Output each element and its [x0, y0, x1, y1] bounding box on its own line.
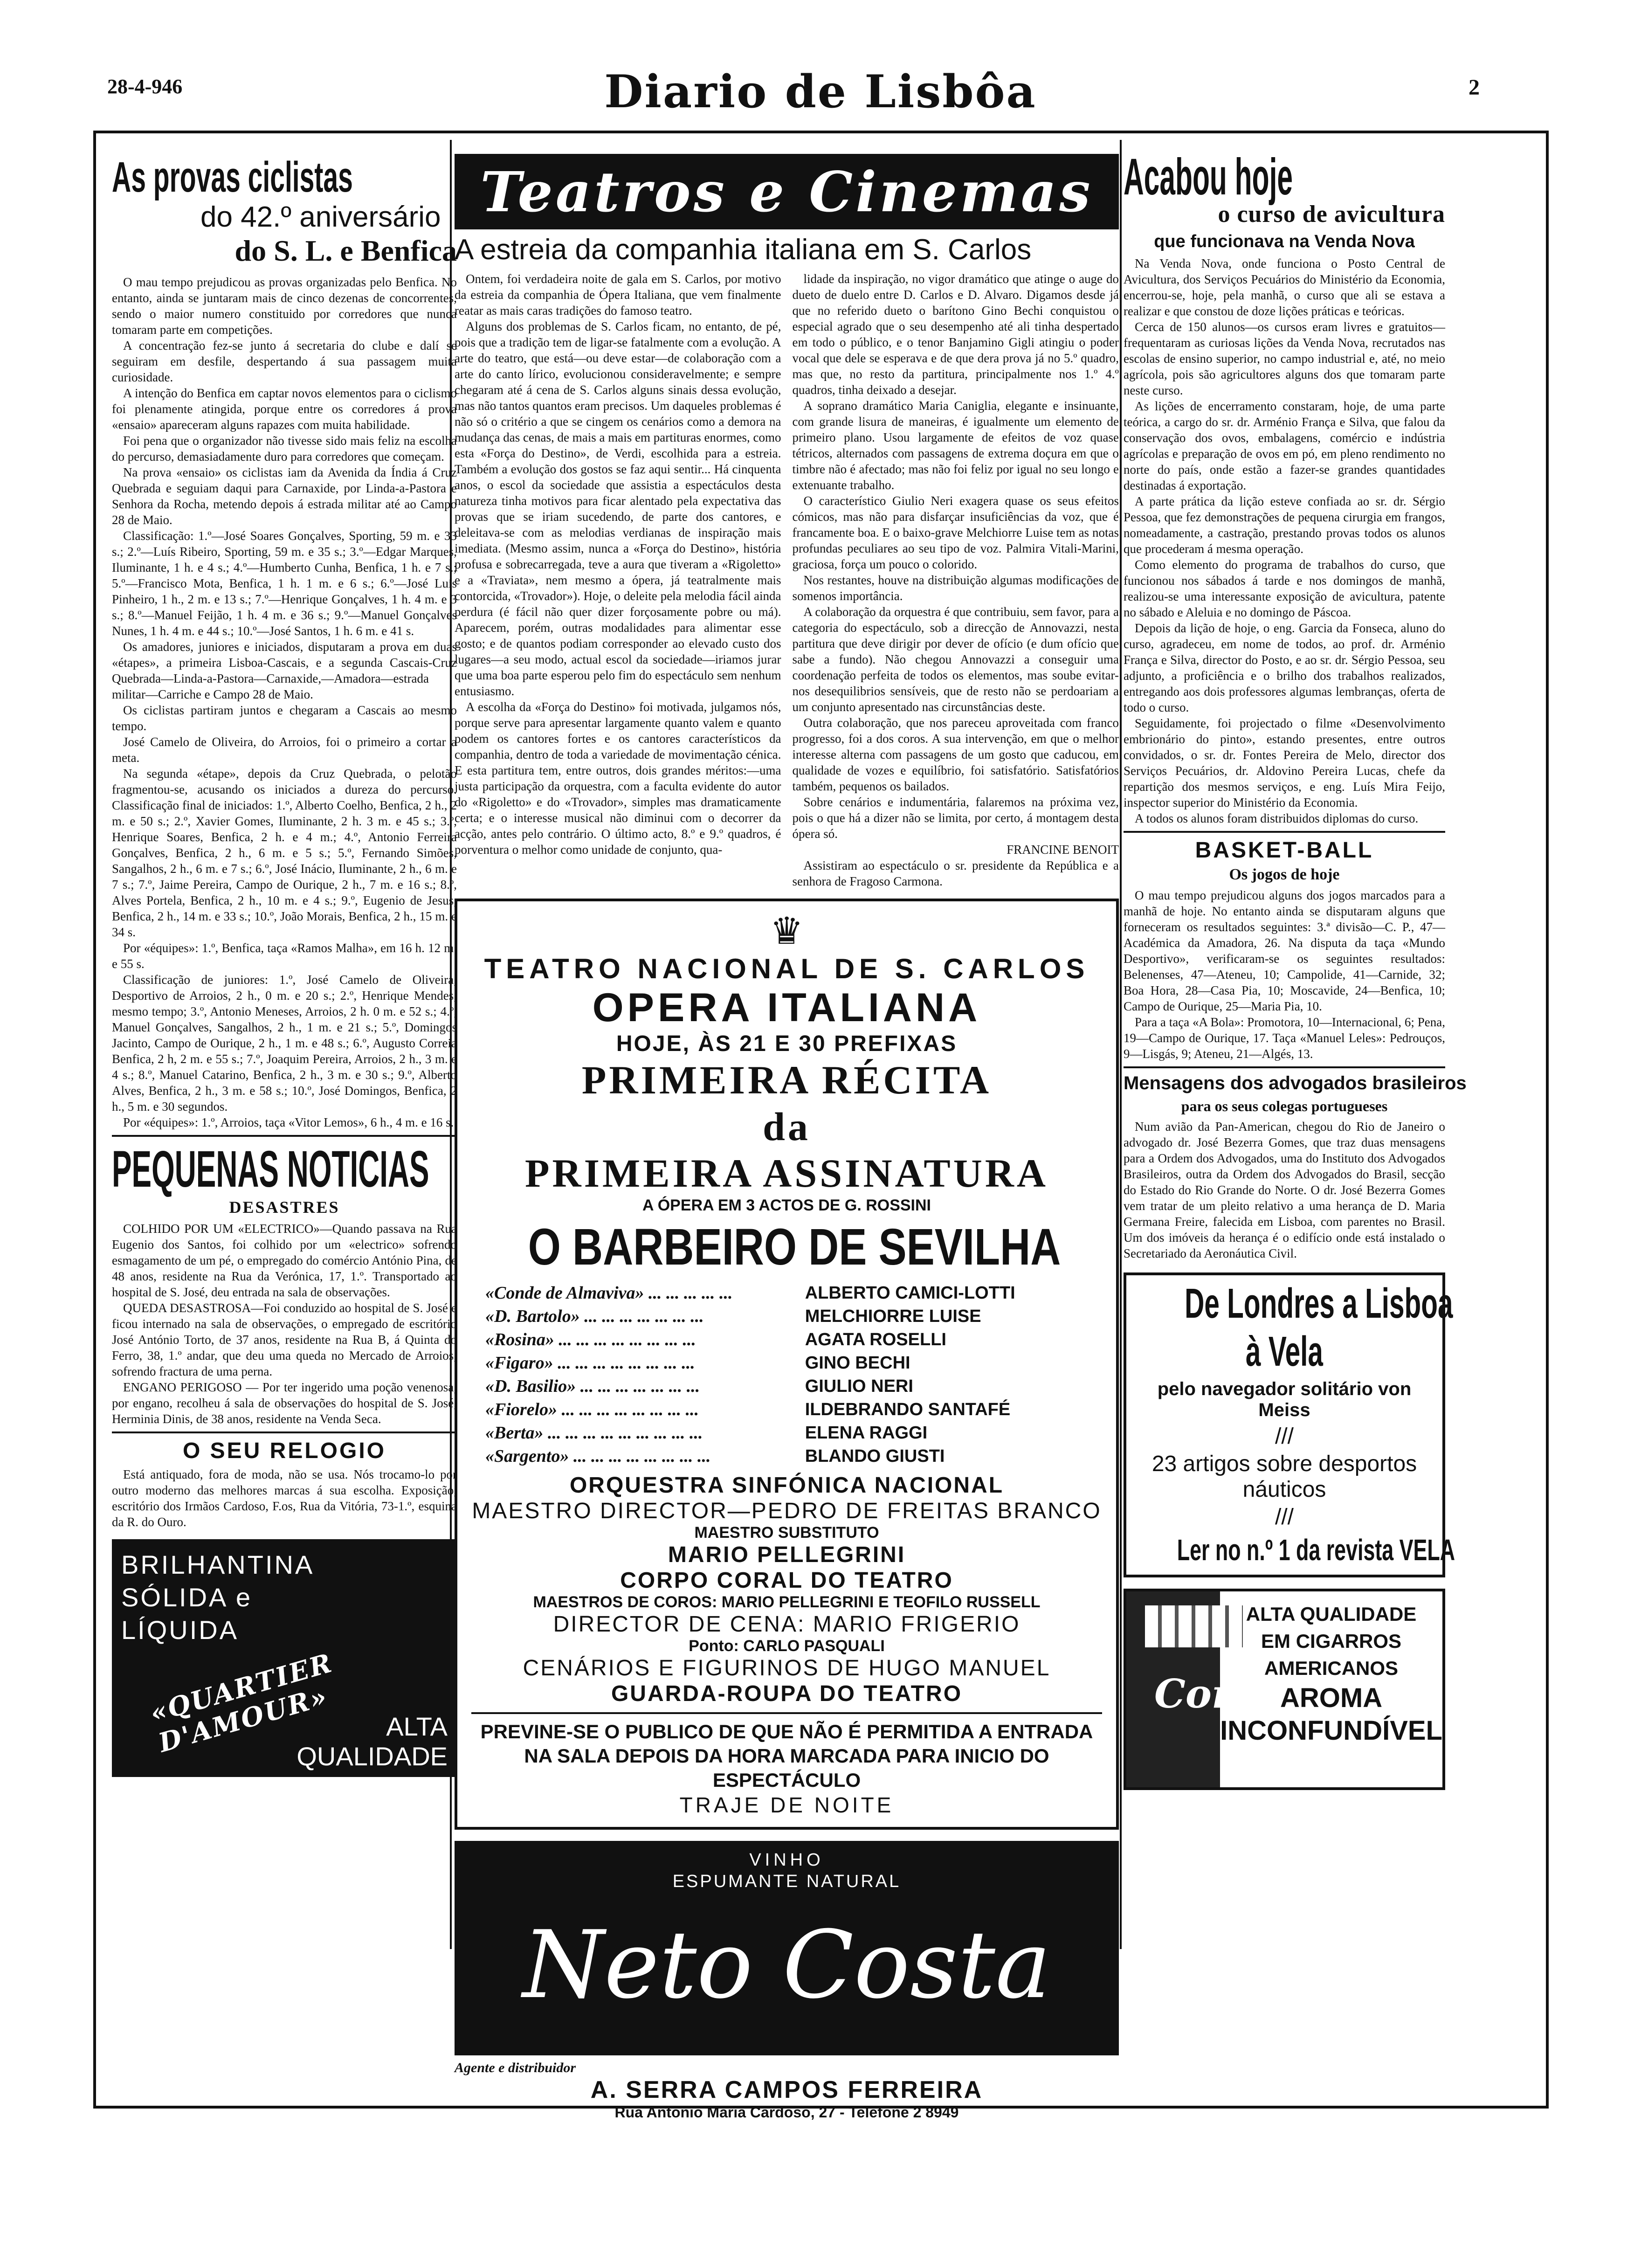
middle-column	[455, 154, 1119, 2121]
article-paragraph: O característico Giulio Neri exagera quase os seus efeitos cómicos, mas não para disfarçar insuficiências da voz, que é francamente boa. E o baixo-grave Melchiorre Luise tem as notas profundas peculiares ao seu tipo de voz. Palmira Vitali-Marini, graciosa, força um pouco o colorido.	[792, 494, 1119, 571]
cort-line: EM CIGARROS	[1261, 1630, 1402, 1652]
teatros-cinemas-banner: Teatros e Cinemas	[455, 154, 1119, 229]
cast-actor: ELENA RAGGI	[805, 1423, 928, 1443]
divider	[112, 1135, 457, 1137]
relogio-headline: O SEU RELOGIO	[182, 1438, 386, 1463]
article-paragraph: Ontem, foi verdadeira noite de gala em S. Carlos, por motivo da estreia da companhia de Ópera Italiana, que vem finalmente reatar as mais caras tradições do famoso teatro.	[455, 272, 781, 318]
article-paragraph: Classificação: 1.º—José Soares Gonçalves, Sporting, 59 m. e 33 s.; 2.º—Luís Ribeiro, Sporting, 59 m. e 35 s.; 3.º—Edgar Marques, Iluminante, 1 h. e 4 s.; 4.º—Humberto Cunha, Benfica, 1 h. e 7 s.; 5.º—Francisco Mota, Benfica, 1 h. 1 m. e 6 s.; 6.º—José Luís Pinheiro, 1 h., 2 m. e 13 s.; 7.º—Henrique Gonçalves, 1 h. 4 m. e 3 s.; 8.º—Manuel Feijão, 1 h. 4 m. e 36 s.; 9.º—Manuel Gonçalves Nunes, 1 h. 4 m. e 44 s.; 10.º—José Santos, 1 h. 6 m. e 41 s.	[112, 529, 457, 638]
brilhantina-quality	[296, 1712, 448, 1771]
cast-role: «Conde de Almaviva» ... ... ... ... ...	[485, 1283, 733, 1303]
cast-role: «D. Basilio» ... ... ... ... ... ... ...	[485, 1376, 700, 1396]
brilhantina-line: BRILHANTINA	[121, 1550, 315, 1579]
sao-carlos-opera-ad	[455, 899, 1119, 1830]
masthead	[0, 65, 1641, 135]
divider	[1124, 831, 1445, 833]
notice: PREVINE-SE O PUBLICO DE QUE NÃO É PERMITIDA A ENTRADA NA SALA DEPOIS DA HORA MARCADA PARA INICIO DO ESPECTÁCULO	[480, 1721, 1093, 1791]
article-paragraph: A soprano dramático Maria Caniglia, elegante e insinuante, com grande lisura de maneiras, é igualmente um elemento de primeiro plano. Usou largamente de efeitos de voz quase tétricos, alternados com passagens de extrema doçura em que o timbre não é afectado; mas não foi feliz por igual no seu longo e extenuante trabalho.	[792, 399, 1119, 492]
director-cena: DIRECTOR DE CENA: MARIO FRIGERIO	[553, 1612, 1020, 1637]
divider	[1124, 1066, 1445, 1068]
cast-row	[485, 1328, 1088, 1351]
cast-actor: AGATA ROSELLI	[805, 1330, 946, 1349]
article-paragraph: Assistiram ao espectáculo o sr. presidente da República e a senhora de Fragoso Carmona.	[792, 858, 1119, 888]
article-paragraph: A todos os alunos foram distribuidos diplomas do curso.	[1135, 811, 1419, 825]
cast-actor: ALBERTO CAMICI-LOTTI	[805, 1283, 1015, 1303]
article-paragraph: Na Venda Nova, onde funciona o Posto Central de Avicultura, dos Serviços Pecuários do Ministério da Economia, encerrou-se, hoje, pela manhã, o curso que ali se estava a realizar e que constou de doze lições práticas e teóricas.	[1124, 256, 1445, 318]
neto-costa-logo: Neto Costa	[522, 1911, 1051, 2019]
relogio-text: Está antiquado, fora de moda, não se usa. Nós trocamo-lo por outro moderno das melhores marcas á sua escolha. Exposição, escritório dos Irmãos Cardoso, F.os, Rua da Vitória, 73-1.º, esquina da R. do Ouro.	[112, 1467, 457, 1529]
orchestra: ORQUESTRA SINFÓNICA NACIONAL	[569, 1473, 1004, 1498]
neto-costa-footer	[455, 2060, 1119, 2121]
opera-title: O BARBEIRO DE SEVILHA	[528, 1218, 1061, 1276]
basket-results: O mau tempo prejudicou alguns dos jogos marcados para a manhã de hoje. No entanto ainda se disputaram alguns que forneceram os resultados seguintes: 3.ª divisão—C. P., 47—Académica da Amadora, 26. Na disputa da taça «Mundo Desportivo», verificaram-se os seguintes resultados: Belenenses, 47—Ateneu, 10; Campolide, 41—Carnide, 32; Boa Hora, 28—Casa Pia, 10; Moscavide, 24—Benfica, 10; Campo de Ourique, 25—Maria Pia, 10.	[1124, 888, 1445, 1013]
article-column-b	[793, 271, 1119, 889]
cast-actor: GINO BECHI	[805, 1353, 910, 1373]
article-author: FRANCINE BENOIT	[1007, 843, 1119, 857]
cenarios: CENÁRIOS E FIGURINOS DE HUGO MANUEL	[523, 1656, 1051, 1680]
cyclists-subheadline-2: do S. L. e Benfica	[234, 234, 457, 267]
article-paragraph: Por «équipes»: 1.º, Benfica, taça «Ramos Malha», em 16 h. 12 m. e 55 s.	[112, 941, 457, 971]
brilhantina-line: SÓLIDA e	[121, 1583, 253, 1612]
cort-line: ALTA QUALIDADE	[1246, 1603, 1417, 1625]
theatre-name: TEATRO NACIONAL DE S. CARLOS	[484, 953, 1089, 984]
coros: MAESTROS DE COROS: MARIO PELLEGRINI E TEOFILO RUSSELL	[533, 1593, 1041, 1611]
pequenas-noticias-headline: PEQUENAS NOTICIAS	[112, 1141, 429, 1198]
brilhantina-lines	[121, 1549, 314, 1646]
desastres-heading: DESASTRES	[229, 1198, 340, 1217]
cast-role: «Berta» ... ... ... ... ... ... ... ... ...	[485, 1423, 703, 1443]
article-paragraph: Outra colaboração, que nos pareceu aproveitada com franco progresso, foi a dos coros. A sua intervenção, em que o melhor interesse alterna com passagens de um gosto que caducou, em qualidade de vozes e equilíbrio, foi satisfatório. Satisfatórios também, pequenos os bailados.	[792, 716, 1119, 793]
advogados-subheadline: para os seus colegas portugueses	[1181, 1098, 1388, 1114]
cast-row	[485, 1398, 1088, 1421]
cast-row	[485, 1375, 1088, 1398]
opera-description: A ÓPERA EM 3 ACTOS DE G. ROSSINI	[642, 1196, 931, 1214]
brilhantina-brand: «QUARTIER D'AMOUR»	[146, 1647, 337, 1759]
article-paragraph: Depois da lição de hoje, o eng. Garcia da Fonseca, aluno do curso, agradeceu, em nome de todos, ao prof. dr. Arménio França e Silva, director do Posto, e ao sr. dr. Sérgio Pessoa, seu adjunto, a proficiência e o brilho dos trabalhos realizados, entregando aos dois professores algumas lembranças, oferta de todo o curso.	[1124, 621, 1445, 714]
neto-costa-ad	[455, 1841, 1119, 2055]
article-paragraph: A concentração fez-se junto á secretaria do clube e dalí se seguiram em desfile, despertando á sua passagem muita curiosidade.	[112, 339, 457, 384]
articles-line: 23 artigos sobre desportos náuticos	[1151, 1452, 1417, 1502]
agente-label: Agente e distribuidor	[455, 2060, 576, 2075]
londres-title: De Londres a Lisboa	[1185, 1280, 1453, 1327]
vela-title: à Vela	[1246, 1328, 1323, 1375]
cort-cigarettes-ad	[1124, 1589, 1445, 1790]
news-item: COLHIDO POR UM «ELECTRICO»—Quando passava na Rua Eugenio dos Santos, foi colhido por um «electrico» sofrendo esmagamento de um pé, o empregado do comércio António Pina, de 48 anos, residente na Rua da Verónica, 17, 1.º. Transportado ao hospital de S. José, deu entrada na sala de observações.	[112, 1222, 457, 1299]
cast-row	[485, 1305, 1088, 1328]
issue-date: 28-4-946	[107, 75, 183, 98]
article-paragraph: Cerca de 150 alunos—os cursos eram livres e gratuitos—frequentaram as curiosas lições da Venda Nova, recrutados nas escolas de ensino superior, no campo industrial e, até, no meio agrícola, pois são agricultores alguns dos que tomaram parte neste curso.	[1124, 320, 1445, 397]
coral: CORPO CORAL DO TEATRO	[620, 1568, 953, 1593]
article-paragraph: A intenção do Benfica em captar novos elementos para o ciclismo foi plenamente atingida, porque entre os corredores á prova «ensaio» apareceram alguns rapazes com muita habilidade.	[112, 386, 457, 432]
cast-row	[485, 1445, 1088, 1468]
basket-subheadline: Os jogos de hoje	[1229, 866, 1340, 883]
page-number: 2	[1469, 75, 1480, 100]
article-paragraph: Classificação de juniores: 1.º, José Camelo de Oliveira, Desportivo de Arroios, 2 h., 0 m. e 20 s.; 2.º, Henrique Mendes, mesmo tempo; 3.º, Antonio Meneses, Arroios, 2 h. 0 m. e 52 s.; 4.º, Manuel Gonçalves, Sangalhos, 2 h., 1 m. e 21 s.; 5.º, Domingos Jacinto, Campo de Ourique, 2 h., 1 m. e 48 s.; 6.º, Augusto Correia Benfica, 2 h, 2 m. e 55 s.; 7.º, Joaquim Pereira, Arroios, 2 h., 3 m. e 4 s.; 8.º, Manuel Catarino, Benfica, 2 h., 3 m. e 30 s.; 9.º, Alberto Alves, Benfica, 2 h., 3 m. e 58 s.; 10.º, José Domingos, Benfica, 2 h., 5 m. e 30 segundos.	[112, 973, 457, 1113]
cort-brand: Cort	[1154, 1671, 1250, 1717]
article-paragraph: Foi pena que o organizador não tivesse sido mais feliz na escolha do percurso, demasiadamente duro para corredores que começam.	[112, 434, 457, 463]
article-paragraph: Na prova «ensaio» os ciclistas iam da Avenida da Índia á Cruz Quebrada e seguiam daqui para Carnaxide, por Linda-a-Pastora e Senhora da Rocha, metendo depois á estrada militar até ao Campo 28 de Maio.	[112, 465, 457, 527]
crest-icon: ♛	[770, 911, 804, 952]
cort-line: AROMA	[1280, 1683, 1383, 1713]
avicultura-headline: Acabou hoje	[1124, 148, 1293, 206]
cast-actor: BLANDO GIUSTI	[805, 1446, 945, 1466]
news-item: QUEDA DESASTROSA—Foi conduzido ao hospital de S. José e ficou internado na sala de observações, o empregado de escritório José António Torto, de 37 anos, residente na Rua B, á Quinta do Ferro, 38, 1.º andar, que deu uma queda no Mercado de Arroios, sofrendo fractura de uma perna.	[112, 1301, 457, 1378]
cigarettes-icon	[1145, 1605, 1243, 1647]
brilhantina-ad	[112, 1539, 457, 1777]
guarda-roupa: GUARDA-ROUPA DO TEATRO	[611, 1681, 963, 1706]
article-paragraph: A escolha da «Força do Destino» foi motivada, julgamos nós, porque serve para apresentar largamente quanto valem e quanto podem os cantores fortes e os cantores característicos da companhia, dentro de toda a variedade de movimentação cénica. E esta partitura tem, entre outros, dois grandes méritos:—uma justa participação da orquestra, com a faculta evidente do autor do «Rigoletto» e do «Trovador», simples mas dramaticamente certa; e o interesse musical não diminui com o decorrer da acção, antes pelo contrário. O último acto, 8.º e 9.º quadros, é porventura o melhor como unidade de conjunto, qua-	[455, 700, 781, 857]
substituto-label: MAESTRO SUBSTITUTO	[694, 1524, 879, 1542]
substituto-name: MARIO PELLEGRINI	[668, 1542, 906, 1567]
espumante-label: ESPUMANTE NATURAL	[672, 1872, 901, 1891]
distributor-name: A. SERRA CAMPOS FERREIRA	[590, 2076, 983, 2103]
cast-actor: ILDEBRANDO SANTAFÉ	[805, 1400, 1011, 1419]
brilhantina-line: LÍQUIDA	[121, 1615, 239, 1645]
divider	[112, 1431, 457, 1433]
article-column-a	[455, 271, 781, 889]
article-paragraph: Por «équipes»: 1.º, Arroios, taça «Vitor Lemos», 6 h., 4 m. e 16 s.	[123, 1115, 454, 1129]
article-paragraph: As lições de encerramento constaram, hoje, de uma parte teórica, a cargo do sr. dr. Arménio França e Silva, que falou da conservação dos ovos, embalagens, comércio e indústria agrícolas e preparação de ovos em pó, em pleno rendimento no norte do país, onde estão a fazer-se grandes quantidades destinadas á exportação.	[1124, 399, 1445, 492]
cast-row	[485, 1421, 1088, 1445]
separator: ///	[1275, 1424, 1294, 1449]
cast-row	[485, 1281, 1088, 1305]
cyclists-headline: As provas ciclistas	[112, 153, 353, 201]
article-paragraph: lidade da inspiração, no vigor dramático que atinge o auge do dueto de duelo entre D. Carlos e D. Alvaro. Digamos desde já que no referido dueto o barítono Gino Bechi conquistou o especial agrado que o seu desempenho até ali tinha despertado em todo o público, e o tenor Banjamino Gigli atingiu o poder vocal que dele se esperava e de que dera prova já no 5.º quadro, mas que, no resto da partitura, principalmente nos 1.º 4.º quadros, tinha deixado a desejar.	[792, 272, 1119, 397]
primeira-recita: PRIMEIRA RÉCITA	[581, 1058, 992, 1102]
cyclists-article	[112, 274, 457, 1130]
article-paragraph: Os amadores, juniores e iniciados, disputaram a prova em duas «étapes», a primeira Lisboa-Cascais, e a segunda Cascais-Cruz Quebrada—Linda-a-Pastora—Carnaxide,—Amadora—estrada militar—Carriche e Campo 28 de Maio.	[112, 640, 457, 701]
article-paragraph: Seguidamente, foi projectado o filme «Desenvolvimento embrionário do pinto», estando presentes, entre outros convidados, o sr. dr. Fontes Pereira de Melo, director dos Serviços Pecuários, dr. Aldovino Pereira Lucas, chefe da repartição dos mesmos serviços, e eng. Luís Mira Feijo, inspector superior do Ministério da Economia.	[1124, 716, 1445, 809]
performance-time: HOJE, ÀS 21 E 30 PREFIXAS	[616, 1031, 958, 1056]
basket-headline: BASKET-BALL	[1195, 838, 1374, 863]
cort-text	[1220, 1591, 1442, 1787]
article-paragraph: Como elemento do programa de trabalhos do curso, que funcionou nos sábados á tarde e nos domingos de manhã, realizou-se uma interessante exposição de avicultura, patente no sábado e Aleluia e no domingo de Páscoa.	[1124, 558, 1445, 619]
cast-actor: MELCHIORRE LUISE	[805, 1307, 981, 1326]
divider	[471, 1712, 1102, 1714]
cast-actor: GIULIO NERI	[805, 1376, 913, 1396]
newspaper-title: Diario de Lisbôa	[604, 65, 1037, 118]
cast-role: «Rosina» ... ... ... ... ... ... ... ...	[485, 1330, 696, 1349]
brilhantina-alta: ALTA	[386, 1712, 448, 1741]
column-divider	[1120, 140, 1122, 1949]
company-name: OPERA ITALIANA	[592, 985, 981, 1030]
advogados-text: Num avião da Pan-American, chegou do Rio de Janeiro o advogado dr. José Bezerra Gomes, que traz duas mensagens para a Ordem dos Advogados, uma do Instituto dos Advogados Brasileiros, outra da Ordem dos Advogados do Brasil, secção do Estado do Rio Grande do Norte. O dr. José Bezerra Gomes vem tratar de um pleito relativo a uma herança de D. Maria Germana Freire, falecida em Lisboa, com parentes no Brasil. Um dos imóveis da herança é o edifício onde está instalado o Secretariado da Aeronáutica Civil.	[1124, 1120, 1445, 1260]
article-paragraph: A parte prática da lição esteve confiada ao sr. dr. Sérgio Pessoa, que fez demonstrações de pequena cirurgia em frangos, nomeadamente, a castração, prestando provas todos os alunos que procederam á mesma operação.	[1124, 494, 1445, 556]
basket-results: Para a taça «A Bola»: Promotora, 10—Internacional, 6; Pena, 19—Campo de Ourique, 17. Taça «Manuel Leles»: Pedrouços, 9—Lisgás, 9; Ateneu, 21—Algés, 13.	[1124, 1015, 1445, 1061]
article-paragraph: Os ciclistas partiram juntos e chegaram a Cascais ao mesmo tempo.	[112, 703, 457, 733]
dress-code: TRAJE DE NOITE	[679, 1793, 894, 1817]
brilhantina-qualidade: QUALIDADE	[296, 1742, 448, 1771]
avicultura-sub1: o curso de avicultura	[1218, 201, 1445, 228]
cast-row	[485, 1351, 1088, 1375]
opera-article-headline: A estreia da companhia italiana em S. Carlos	[455, 234, 1032, 266]
read-line: Ler no n.º 1 da revista VELA	[1177, 1533, 1455, 1567]
article-paragraph: Alguns dos problemas de S. Carlos ficam, no entanto, de pé, pois que a tradição tem de ligar-se fatalmente com a evolução. A arte do teatro, que está—ou deve estar—de colaboração com a arte do canto lírico, evolucionou consideravelmente; e sempre chegaram até á cena de S. Carlos alguns sinais dessa evolução, mas não tantos quantos eram precisos. Um daqueles problemas é não só o critério a que se cingem os cenários como a demora na mudança das cenas, de mais a mais em partituras enormes, como esta «Força do Destino», de Verdi, escolhida para a estreia. Também a evolução dos gostos se faz aqui sentir... Há cinquenta anos, o escol da sociedade que assistia a espectáculos desta natureza tinha motivos para ficar alentado pela expectativa das provas que se iriam sucedendo, de parte dos cantores, e deleitava-se com as melodias verdianas de inspiração mais imediata. (Mesmo assim, nunca a «Força do Destino», história profusa e sobrecarregada, teve a aura que tiveram a «Rigoletto» e a «Traviata», nem mesmo a ópera, já teatralmente mais contorcida, «Trovador»). Hoje, o deleite pela melodia fácil ainda perdura (é fácil não quer dizer forçosamente pobre ou má). Aparecem, porém, outras modalidades para alimentar esse gosto; e de quantos podiam corresponder ao elevado custo dos lugares—a seu modo, actual escol da sociedade—iriamos jurar que uma boa parte esperou pelo fim do espectáculo sem nenhum entusiasmo.	[455, 319, 781, 698]
cast-role: «Figaro» ... ... ... ... ... ... ... ...	[485, 1353, 695, 1373]
cast-list	[485, 1281, 1088, 1468]
cyclists-subheadline: do 42.º aniversário	[200, 201, 441, 233]
opera-article	[455, 271, 1119, 889]
cort-line: INCONFUNDÍVEL	[1220, 1715, 1442, 1746]
maestro: MAESTRO DIRECTOR—PEDRO DE FREITAS BRANCO	[472, 1499, 1102, 1523]
da-label: da	[763, 1104, 811, 1149]
article-paragraph: A colaboração da orquestra é que contribuiu, sem favor, para a categoria do espectáculo, sob a direcção de Annovazzi, nesta partitura que deve dirigir por dever de ofício (e dum ofício que sabe a fundo). Não chegou Annovazzi a conseguir uma coordenação perfeita de todos os elementos, mas soube evitar-nos desequilibrios sensíveis, que de resto não se perdoariam a um conjunto apresentado nas circunstâncias deste.	[792, 605, 1119, 714]
article-paragraph: José Camelo de Oliveira, do Arroios, foi o primeiro a cortar a meta.	[112, 735, 457, 765]
advogados-headline: Mensagens dos advogados brasileiros	[1124, 1073, 1467, 1093]
navigator-line: pelo navegador solitário von Meiss	[1157, 1379, 1412, 1420]
distributor-address: Rua Antonio Maria Cardoso, 27 - Telefone 2 8949	[614, 2104, 959, 2121]
article-paragraph: Sobre cenários e indumentária, falaremos na próxima vez, pois o que há a dizer não se limita, por certo, á montagem desta ópera só.	[792, 795, 1119, 841]
cast-role: «Sargento» ... ... ... ... ... ... ... ...	[485, 1446, 711, 1466]
cast-role: «D. Bartolo» ... ... ... ... ... ... ...	[485, 1307, 704, 1326]
avicultura-article	[1124, 256, 1445, 826]
article-paragraph: Na segunda «étape», depois da Cruz Quebrada, o pelotão fragmentou-se, acusando os iniciados a dureza do percurso. Classificação final de iniciados: 1.º, Alberto Coelho, Benfica, 2 h., 2 m. e 50 s.; 2.º, Xavier Gomes, Iluminante, 2 h. 3 m. e 45 s.; 3.º, Henrique Soares, Benfica, 2 h. e 4 m.; 4.º, Antonio Ferreira Gonçalves, Benfica, 2 h., 6 m. e 5 s.; 5.º, Fernando Simões, Sangalhos, 2 h., 6 m. e 7 s.; 6.º, José Inácio, Iluminante, 2 h., 6 m. e 7 s.; 7.º, Jaime Pereira, Campo de Ourique, 2 h., 7 m. e 16 s.; 8.º, Alves Portela, Benfica, 2 h., 10 m. e 4 s.; 9.º, Eugenio de Jesus, Benfica, 2 h., 14 m. e 33 s.; 10.º, João Morais, Benfica, 2 h., 15 m. e 34 s.	[112, 767, 457, 939]
news-item: ENGANO PERIGOSO — Por ter ingerido uma poção venenosa, por engano, recolheu á sala de observações do hospital de S. José, Herminia Dinis, de 38 anos, residente na Venda Seca.	[112, 1380, 457, 1426]
cigarette-pack-icon	[1126, 1591, 1250, 1787]
primeira-assinatura: PRIMEIRA ASSINATURA	[524, 1151, 1049, 1196]
article-paragraph: O mau tempo prejudicou as provas organizadas pelo Benfica. No entanto, ainda se juntaram mais de cinco dezenas de concorrentes, sendo o maior numero constituido por corredores que nunca tomaram parte em competições.	[112, 275, 457, 337]
separator: ///	[1275, 1505, 1294, 1529]
cast-role: «Fiorelo» ... ... ... ... ... ... ... ...	[485, 1400, 699, 1419]
ponto: Ponto: CARLO PASQUALI	[689, 1637, 885, 1655]
left-column	[112, 154, 457, 1777]
avicultura-sub2: que funcionava na Venda Nova	[1154, 232, 1415, 251]
vinho-label: VINHO	[749, 1850, 824, 1870]
right-column	[1124, 148, 1467, 1790]
cort-line: AMERICANOS	[1264, 1657, 1399, 1679]
article-paragraph: Nos restantes, houve na distribuição algumas modificações de somenos importância.	[792, 573, 1119, 603]
vela-magazine-ad	[1124, 1272, 1455, 1577]
